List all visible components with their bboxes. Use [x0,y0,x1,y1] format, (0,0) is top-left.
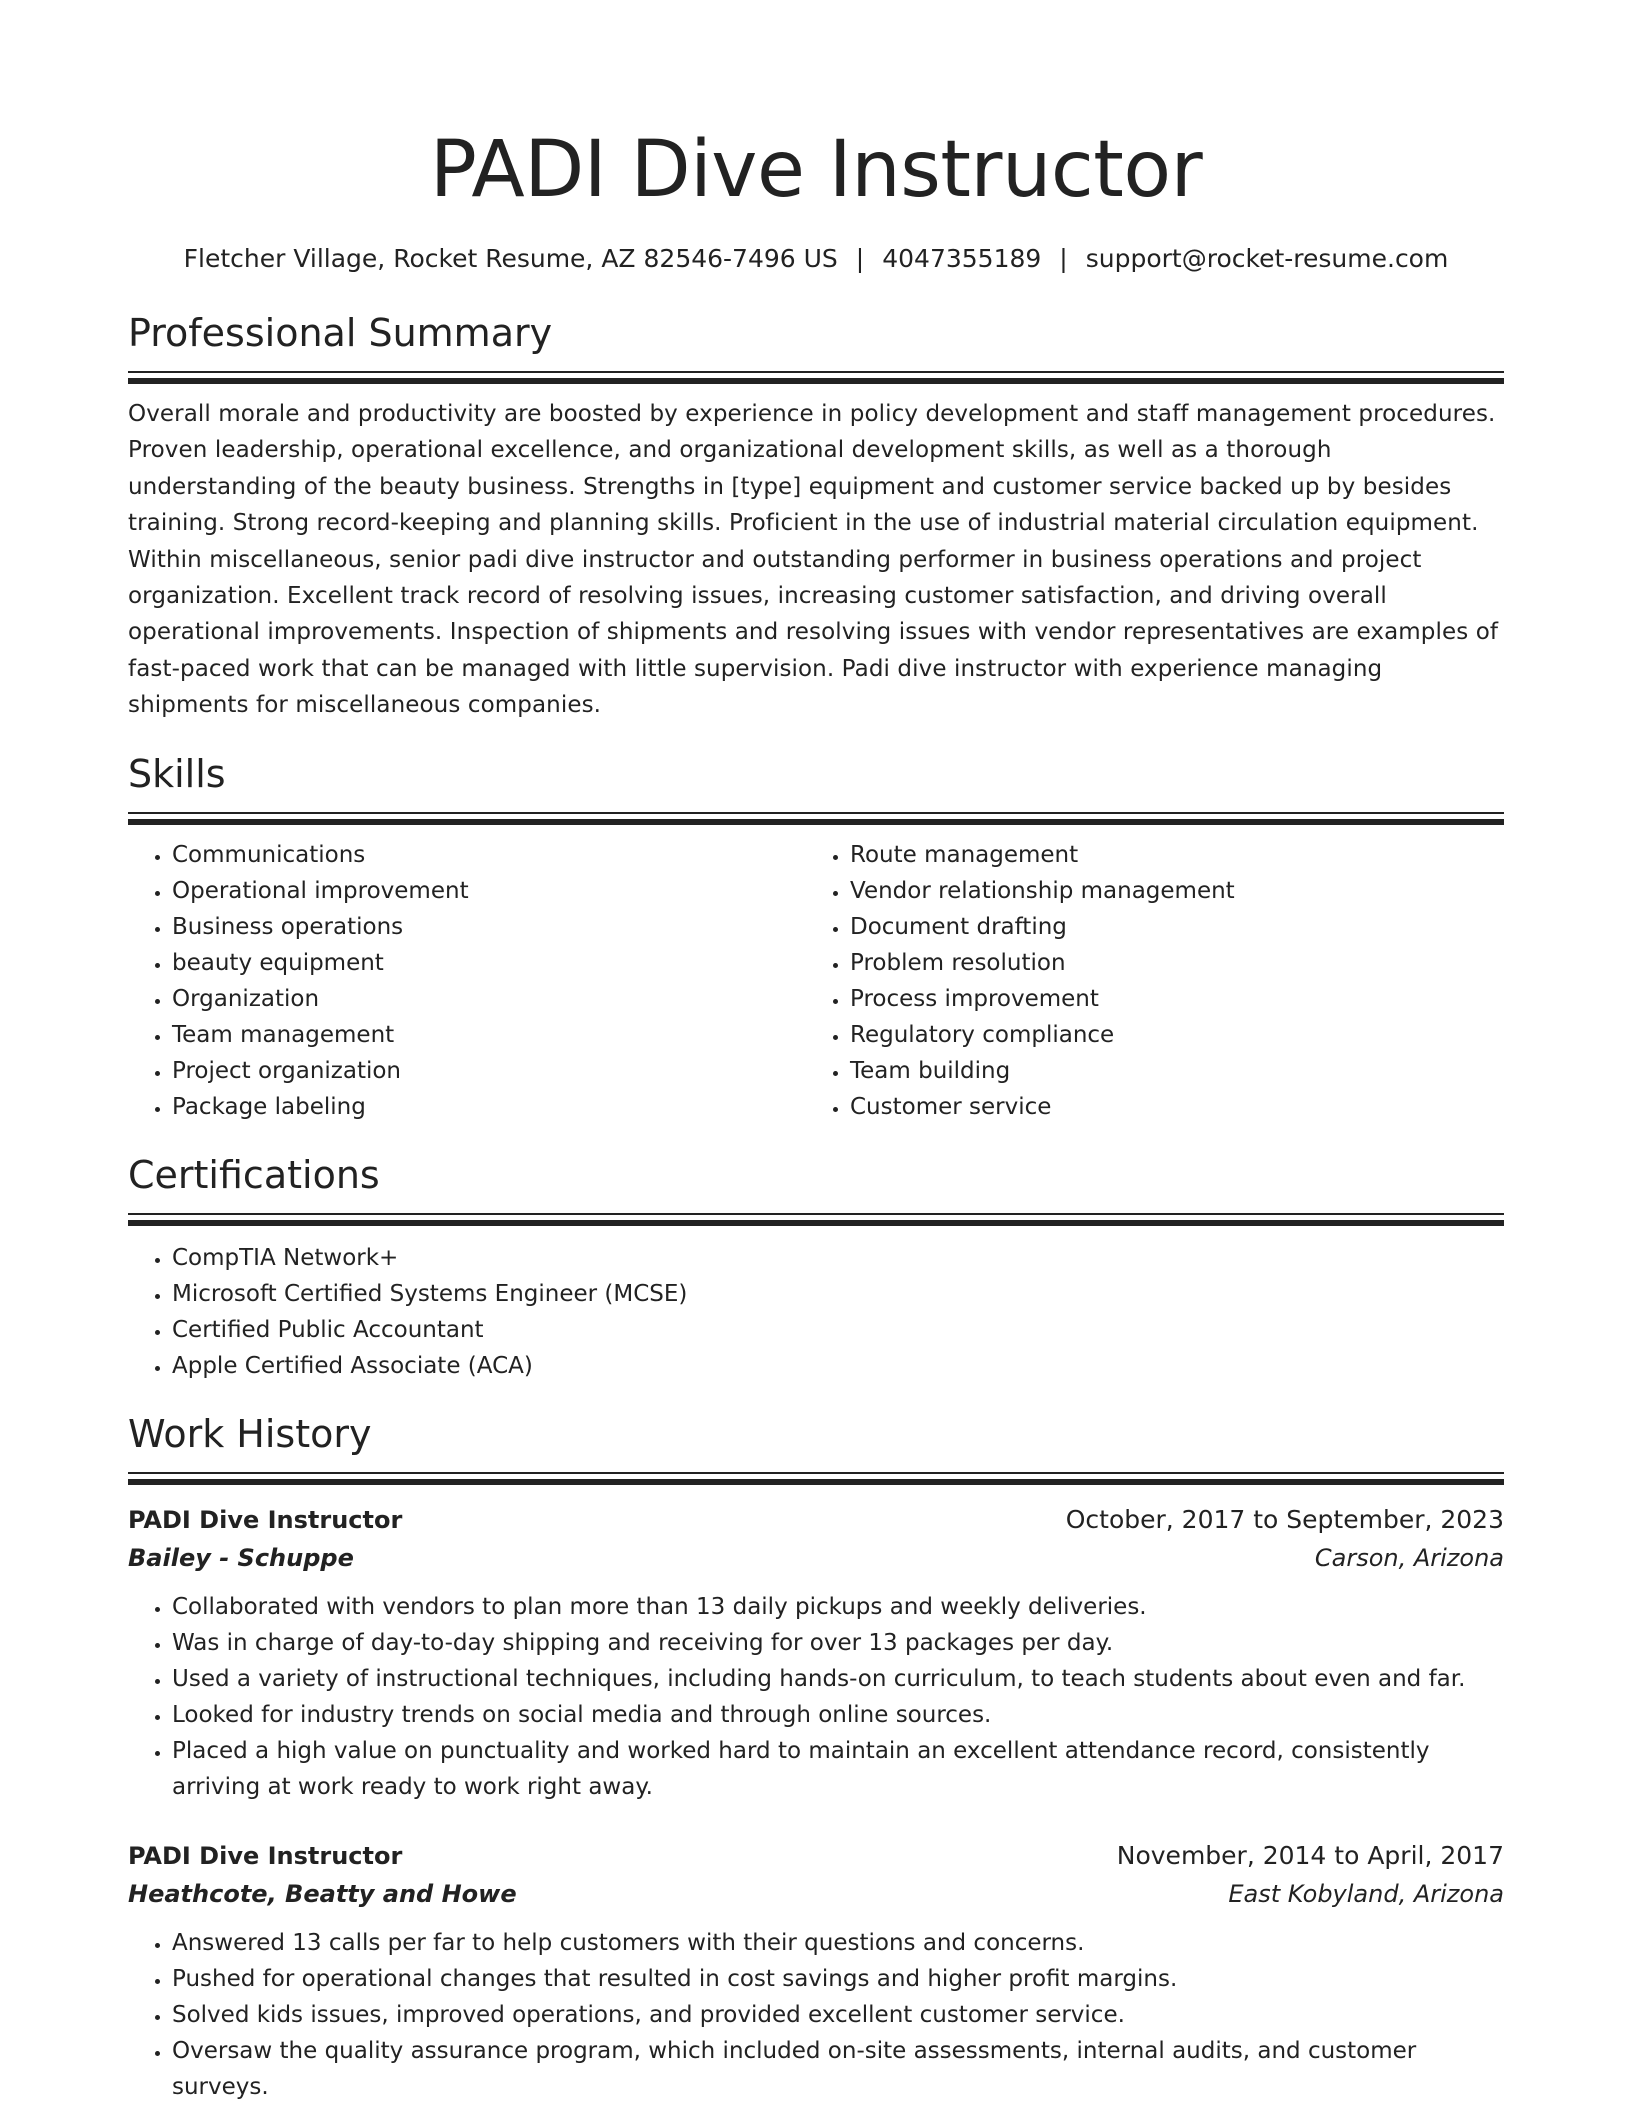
contact-line [128,242,1504,276]
job-title: PADI Dive Instructor [128,1505,403,1534]
certification-item: • Certified Public Accountant [172,1312,1504,1348]
job-entry [128,1837,1504,2105]
address: Fletcher Village, Rocket Resume, AZ 82546-7496 US [183,244,838,273]
skill-item: • beauty equipment [172,945,806,981]
job-dates: October, 2017 to September, 2023 [1065,1504,1504,1534]
email: support@rocket-resume.com [1085,244,1449,273]
job-header-row [128,1501,1504,1539]
job-location: East Kobyland, Arizona [1228,1879,1504,1908]
section-heading-skills: Skills [128,751,226,796]
skill-item: • Process improvement [850,981,1548,1017]
job-bullet: • Collaborated with vendors to plan more than 13 daily pickups and weekly deliveries. [172,1589,1504,1625]
skill-item: • Operational improvement [172,873,806,909]
skill-item: • Business operations [172,909,806,945]
certification-item: • Microsoft Certified Systems Engineer (MCSE) [172,1276,1504,1312]
contact-separator: | [855,244,865,273]
section-heading-summary: Professional Summary [128,311,553,355]
skills-section [128,750,1504,1125]
phone: 4047355189 [882,244,1042,273]
job-bullet: • Solved kids issues, improved operations, and provided excellent customer service. [172,1997,1504,2033]
contact-separator: | [1059,244,1068,273]
job-bullets [128,1925,1504,2105]
job-bullet: • Placed a high value on punctuality and worked hard to maintain an excellent attendance record, consistently arriving at work ready to work right away. [172,1733,1504,1805]
summary-text: Overall morale and productivity are boosted by experience in policy development and staff management procedures. Proven leadership, operational excellence, and organizational development skills, as well as a thorough understanding of the beauty business. Strengths in [type] equipment and customer service backed up by besides training. Strong record-keeping and planning skills. Proficient in the use of industrial material circulation equipment. Within miscellaneous, senior padi dive instructor and outstanding performer in business operations and project organization. Excellent track record of resolving issues, increasing customer satisfaction, and driving overall operational improvements. Inspection of shipments and resolving issues with vendor representatives are examples of fast-paced work that can be managed with little supervision. Padi dive instructor with experience managing shipments for miscellaneous companies. [128,401,1499,719]
skills-list-left [128,837,806,1125]
certifications-section [128,1151,1504,1384]
section-divider [128,1472,1504,1485]
section-divider [128,812,1504,825]
section-divider [128,1213,1504,1226]
skill-item: • Problem resolution [850,945,1548,981]
job-bullet: • Was in charge of day-to-day shipping and receiving for over 13 packages per day. [172,1625,1504,1661]
job-bullet: • Looked for industry trends on social media and through online sources. [172,1697,1504,1733]
skill-item: • Package labeling [172,1089,806,1125]
certifications-list [128,1240,1504,1384]
section-heading-certifications: Certifications [128,1152,380,1197]
skill-item: • Regulatory compliance [850,1017,1548,1053]
work-history-section [128,1410,1504,2105]
skills-columns [128,837,1504,1125]
job-dates: November, 2014 to April, 2017 [1116,1840,1504,1870]
job-entry [128,1501,1504,1805]
skill-item: • Project organization [172,1053,806,1089]
skill-item: • Team management [172,1017,806,1053]
skill-item: • Communications [172,837,806,873]
job-bullet: • Pushed for operational changes that resulted in cost savings and higher profit margins. [172,1961,1504,1997]
job-bullets [128,1589,1504,1805]
job-bullet: • Oversaw the quality assurance program, which included on-site assessments, internal audits, and customer surveys. [172,2033,1504,2105]
job-employer-row [128,1875,1504,1913]
skill-item: • Route management [850,837,1548,873]
job-title: PADI Dive Instructor [128,1841,403,1870]
job-location: Carson, Arizona [1314,1543,1504,1572]
skills-list-right [806,837,1548,1125]
job-company: Heathcote, Beatty and Howe [128,1879,517,1908]
certification-item: • CompTIA Network+ [172,1240,1504,1276]
job-bullet: • Used a variety of instructional techniques, including hands-on curriculum, to teach students about even and far. [172,1661,1504,1697]
job-bullet: • Answered 13 calls per far to help customers with their questions and concerns. [172,1925,1504,1961]
job-header-row [128,1837,1504,1875]
resume-title: PADI Dive Instructor [429,125,1203,215]
section-divider [128,371,1504,384]
summary-section [128,309,1504,724]
skill-item: • Document drafting [850,909,1548,945]
skill-item: • Team building [850,1053,1548,1089]
skill-item: • Customer service [850,1089,1548,1125]
section-heading-work-history: Work History [128,1411,372,1456]
job-company: Bailey - Schuppe [128,1543,354,1572]
job-employer-row [128,1539,1504,1577]
certification-item: • Apple Certified Associate (ACA) [172,1348,1504,1384]
skill-item: • Vendor relationship management [850,873,1548,909]
resume-page [128,0,1504,2105]
skill-item: • Organization [172,981,806,1017]
